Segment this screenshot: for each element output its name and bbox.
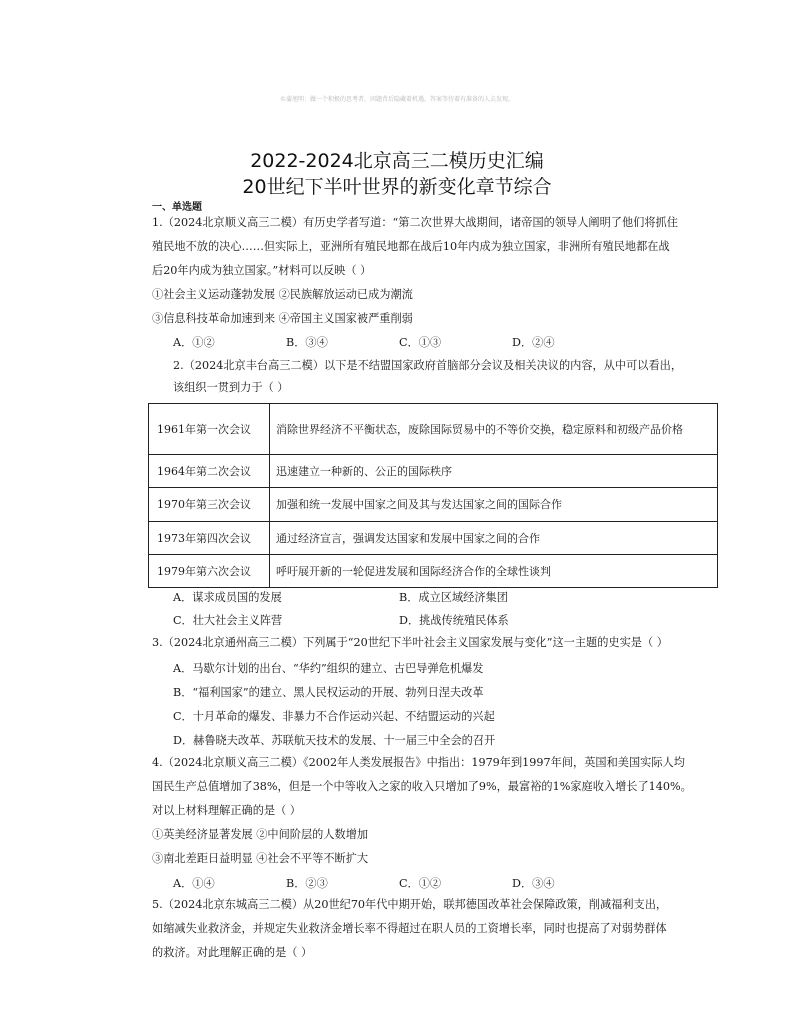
q1-statement-line-1: ①社会主义运动蓬勃发展 ②民族解放运动已成为潮流 <box>152 288 413 301</box>
q4-option-b: B．②③ <box>286 877 328 890</box>
q1-option-b: B．③④ <box>286 336 328 349</box>
table-row <box>149 554 718 587</box>
meeting-cell: 1973年第四次会议 <box>149 521 270 554</box>
q3-option-b: B．“福利国家”的建立、黑人民权运动的开展、勃列日涅夫改革 <box>173 686 484 699</box>
meeting-cell: 1979年第六次会议 <box>149 554 270 587</box>
q2-option-c: C．壮大社会主义阵营 <box>173 614 283 627</box>
q4-stem-line-1: 4.（2024北京顺义高三二模）《2002年人类发展报告》中指出：1979年到1997年间，英国和美国实际人均 <box>152 756 685 769</box>
q4-statement-line-2: ③南北差距日益明显 ④社会不平等不断扩大 <box>152 852 369 865</box>
q4-option-a: A．①④ <box>173 877 215 890</box>
q1-statement-line-2: ③信息科技革命加速到来 ④帝国主义国家被严重削弱 <box>152 312 413 325</box>
q5-stem-line-1: 5.（2024北京东城高三二模）从20世纪70年代中期开始，联邦德国改革社会保障政策，削减福利支出， <box>152 898 668 911</box>
q4-statement-line-1: ①英美经济显著发展 ②中间阶层的人数增加 <box>152 828 369 841</box>
q1-option-c: C．①③ <box>399 336 442 349</box>
q5-stem-line-3: 的救济。对此理解正确的是（ ） <box>152 946 313 959</box>
q5-stem-line-2: 如缩减失业救济金，并规定失业救济金增长率不得超过在职人员的工资增长率，同时也提高了对弱势群体 <box>152 922 667 935</box>
document-subtitle: 20世纪下半叶世界的新变化章节综合 <box>242 176 552 198</box>
section-label: 一、单选题 <box>152 202 202 213</box>
table-row <box>149 521 718 554</box>
meeting-cell: 1961年第一次会议 <box>149 404 270 455</box>
content-cell: 呼吁展开新的一轮促进发展和国际经济合作的全球性谈判 <box>270 554 718 587</box>
summit-table <box>148 403 718 588</box>
q3-option-a: A．马歇尔计划的出台、“华约”组织的建立、古巴导弹危机爆发 <box>173 662 484 675</box>
q2-stem-line-1: 2.（2024北京丰台高三二模）以下是不结盟国家政府首脑部分会议及相关决议的内容，从中可以看出， <box>173 359 683 372</box>
q3-stem: 3.（2024北京通州高三二模）下列属于“20世纪下半叶社会主义国家发展与变化”这一主题的史实是（ ） <box>152 636 668 649</box>
table-row <box>149 488 718 521</box>
q2-option-a: A．谋求成员国的发展 <box>173 591 282 604</box>
table-row <box>149 404 718 455</box>
q2-option-d: D．挑战传统殖民体系 <box>399 614 509 627</box>
q1-stem-line-1: 1.（2024北京顺义高三二模）有历史学者写道：“第二次世界大战期间，诸帝国的领导人阐明了他们将抓住 <box>152 216 678 229</box>
content-cell: 迅速建立一种新的、公正的国际秩序 <box>270 455 718 488</box>
table-row <box>149 455 718 488</box>
q1-option-d: D．②④ <box>512 336 555 349</box>
meeting-cell: 1964年第二次会议 <box>149 455 270 488</box>
q4-option-d: D．③④ <box>512 877 555 890</box>
watermark: ©蒲旭明：做一个积极的思考者，问题背后隐藏着机遇，答案等待着有准备的人去发现。 <box>279 96 514 103</box>
q1-stem-line-2: 殖民地不放的决心……但实际上，亚洲所有殖民地都在战后10年内成为独立国家，非洲所有殖民地都在战 <box>152 240 670 253</box>
content-cell: 通过经济宣言，强调发达国家和发展中国家之间的合作 <box>270 521 718 554</box>
q4-stem-line-3: 对以上材料理解正确的是（ ） <box>152 804 301 817</box>
q4-option-c: C．①② <box>399 877 442 890</box>
meeting-cell: 1970年第三次会议 <box>149 488 270 521</box>
q1-stem-line-3: 后20年内成为独立国家。”材料可以反映（ ） <box>152 264 372 277</box>
q2-stem-line-2: 该组织一贯到力于（ ） <box>173 381 289 394</box>
document-title: 2022-2024北京高三二模历史汇编 <box>250 150 544 172</box>
q3-option-c: C．十月革命的爆发、非暴力不合作运动兴起、不结盟运动的兴起 <box>173 710 495 723</box>
q4-stem-line-2: 国民生产总值增加了38%，但是一个中等收入之家的收入只增加了9%，最富裕的1%家庭收入增长了140%。 <box>152 780 692 793</box>
q1-option-a: A．①② <box>173 336 215 349</box>
q3-option-d: D．赫鲁晓夫改革、苏联航天技术的发展、十一届三中全会的召开 <box>173 734 496 747</box>
q2-option-b: B．成立区域经济集团 <box>399 591 508 604</box>
content-cell: 消除世界经济不平衡状态，废除国际贸易中的不等价交换，稳定原料和初级产品价格 <box>270 404 718 455</box>
content-cell: 加强和统一发展中国家之间及其与发达国家之间的国际合作 <box>270 488 718 521</box>
